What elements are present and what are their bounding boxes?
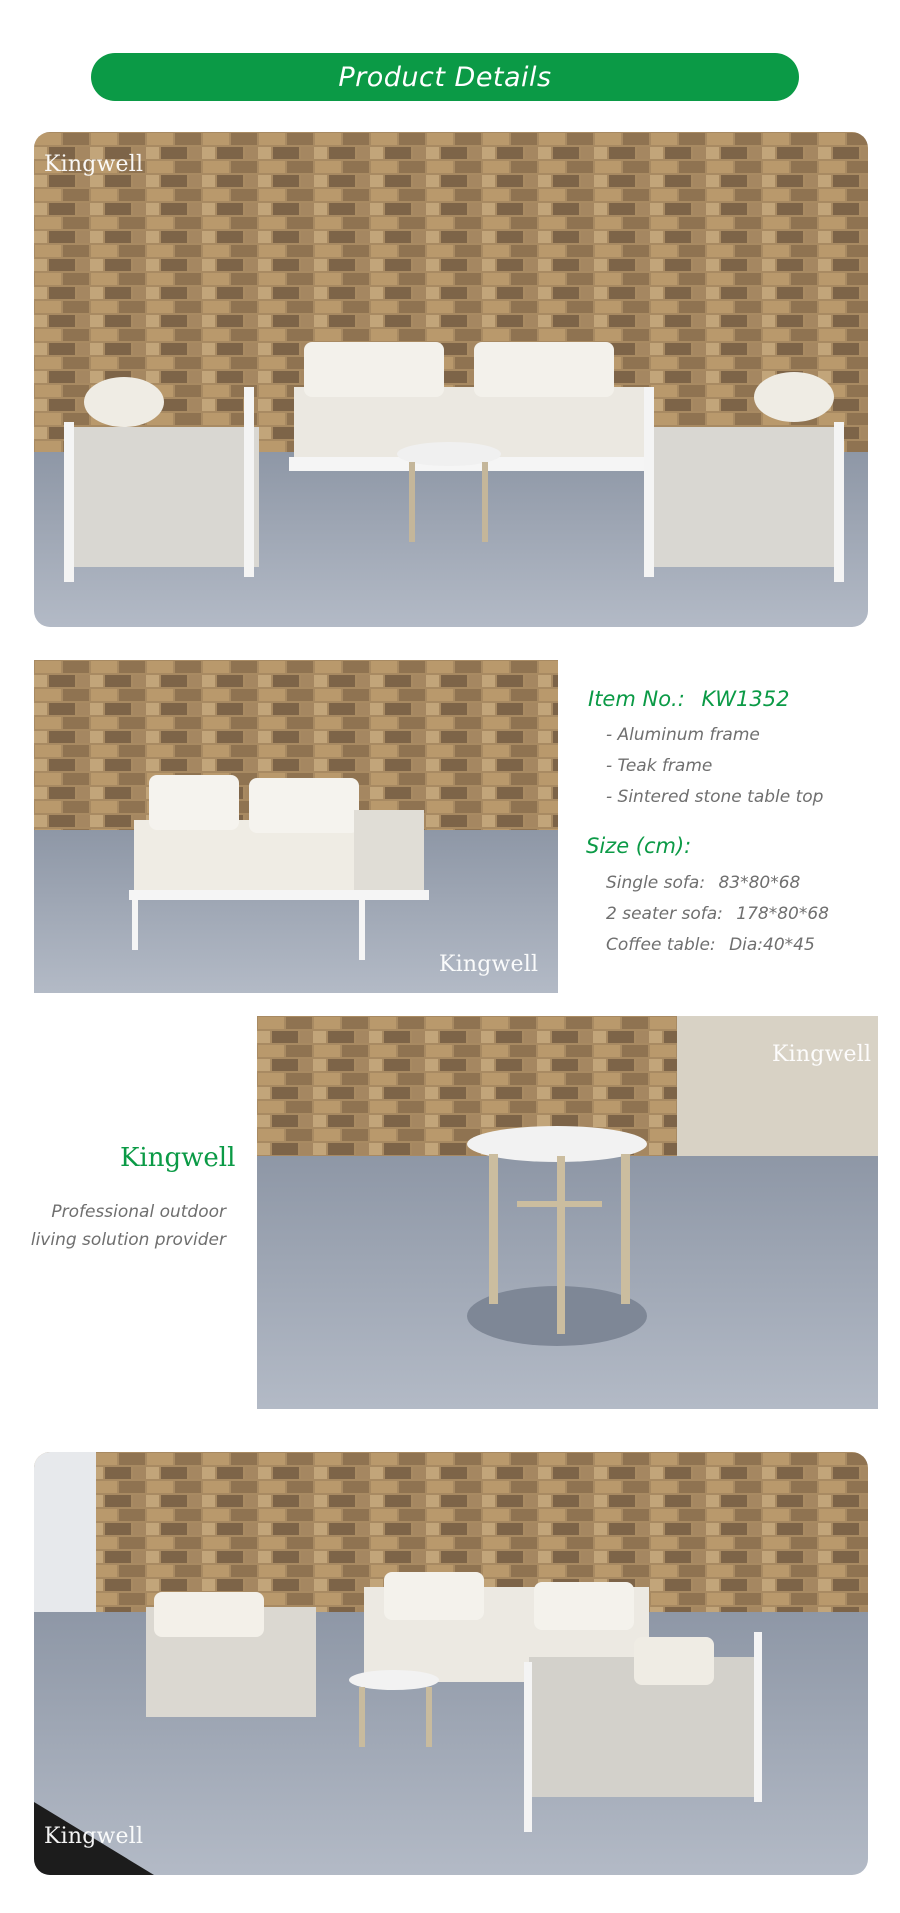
size-label: Single sofa:	[606, 873, 706, 893]
size-title: Size (cm):	[586, 834, 692, 858]
tagline-line: living solution provider	[30, 1230, 226, 1250]
feature-item: - Teak frame	[606, 756, 713, 776]
item-no-row	[588, 687, 789, 711]
feature-item: - Aluminum frame	[606, 725, 760, 745]
page-title: Product Details	[91, 53, 799, 101]
item-no-label: Item No.:	[588, 687, 685, 711]
size-value: 178*80*68	[736, 904, 829, 924]
tagline-line: Professional outdoor	[51, 1202, 226, 1222]
item-no-value: KW1352	[701, 687, 790, 711]
brand-logo: Kingwell	[439, 952, 539, 977]
size-label: Coffee table:	[606, 935, 716, 955]
size-value: Dia:40*45	[729, 935, 815, 955]
brand-wordmark: Kingwell	[120, 1143, 236, 1173]
product-photo-full-set-angle	[34, 1452, 868, 1875]
brand-logo: Kingwell	[44, 1824, 144, 1849]
tagline	[20, 1198, 226, 1254]
size-label: 2 seater sofa:	[606, 904, 723, 924]
brand-logo: Kingwell	[772, 1042, 872, 1067]
feature-item: - Sintered stone table top	[606, 787, 824, 807]
brand-logo: Kingwell	[44, 152, 144, 177]
size-value: 83*80*68	[718, 873, 801, 893]
size-row	[606, 904, 829, 924]
product-photo-full-set	[34, 132, 868, 627]
size-row	[606, 873, 800, 893]
product-photo-sofa	[34, 660, 558, 993]
size-row	[606, 935, 815, 955]
product-photo-table	[257, 1016, 878, 1409]
